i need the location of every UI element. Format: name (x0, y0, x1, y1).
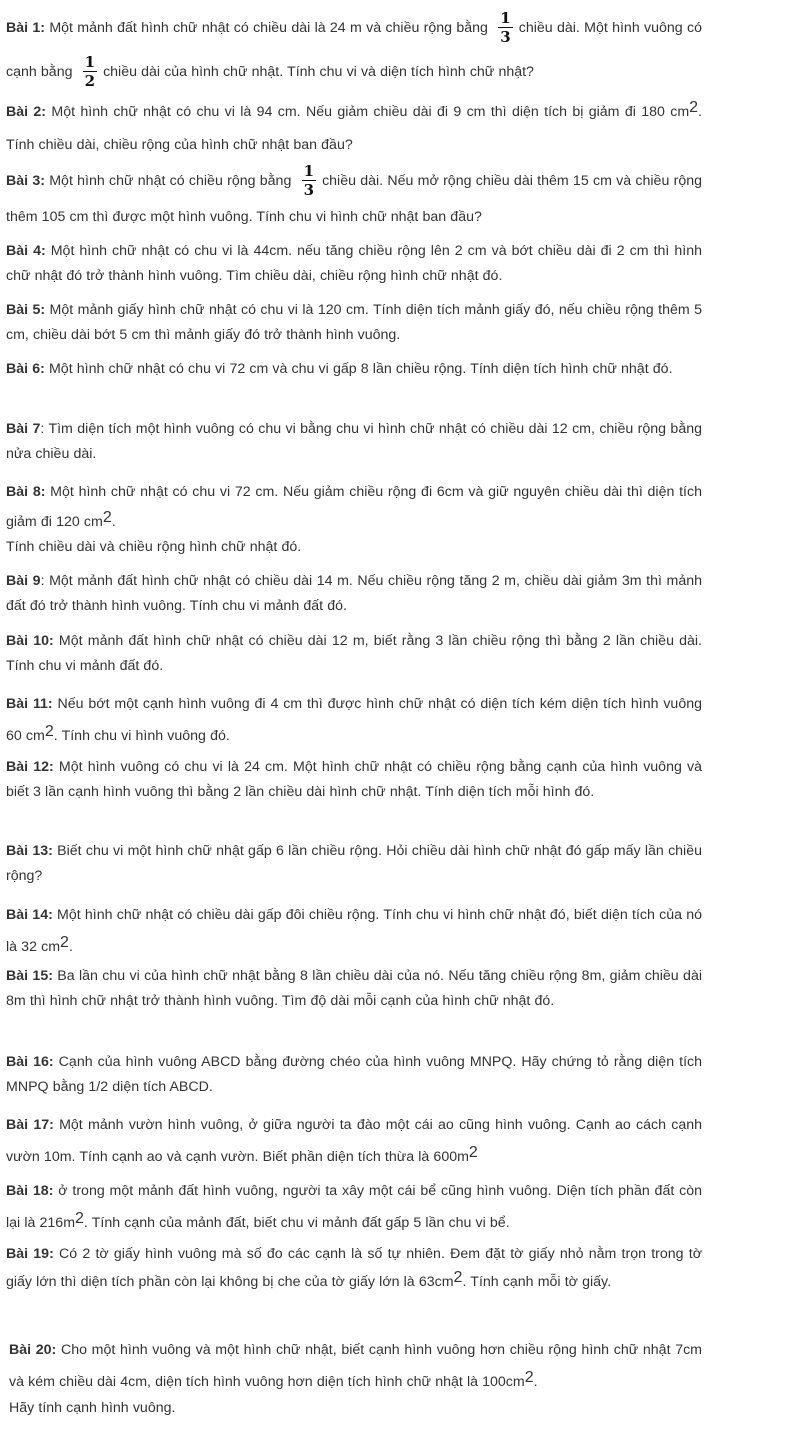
exercise-label: Bài 16: (6, 1054, 54, 1070)
exercise-text: Một hình chữ nhật có chu vi 72 cm. Nếu giảm chiều rộng đi 6cm và giữ nguyên chiều dài thì diện tích giảm đi 120 cm (6, 484, 702, 530)
exercise-label: Bài 1: (6, 20, 46, 36)
exercise-text: Một mảnh đất hình chữ nhật có chiều dài là 24 m và chiều rộng bằng (45, 20, 488, 36)
exercise-continuation: Hãy tính cạnh hình vuông. (9, 1400, 176, 1416)
exercise-text: Một hình chữ nhật có chiều rộng bằng (44, 173, 292, 189)
exercise-label: Bài 10: (6, 633, 54, 649)
fraction-one-third: $\frac{1}{3}$ (303, 162, 315, 200)
exercise-text: chiều dài. Một hình vuông có cạnh bằng (6, 20, 702, 80)
exercise-8 (6, 477, 702, 557)
exercise-text: . Tính chu vi hình vuông đó. (53, 728, 230, 744)
exercise-label: Bài 18: (6, 1183, 54, 1199)
exercise-4 (6, 239, 702, 289)
exercise-16 (6, 1050, 702, 1100)
exercise-7 (6, 417, 702, 467)
exercise-text: Có 2 tờ giấy hình vuông mà số đo các cạnh là số tự nhiên. Đem đặt tờ giấy nhỏ nằm trọn trong tờ giấy lớn thì diện tích phần còn lại không bị che của tờ giấy lớn là 63cm (6, 1246, 702, 1290)
exercise-14 (6, 899, 702, 963)
exercise-label: Bài 17: (6, 1117, 54, 1133)
exercise-17 (6, 1109, 702, 1173)
superscript-2: 2 (453, 1269, 463, 1286)
exercise-text: chiều dài. Nếu mở rộng chiều dài thêm 15 cm và chiều rộng thêm 105 cm thì được một hình vuông. Tính chu vi hình chữ nhật ban đầu? (6, 173, 702, 225)
exercise-10 (6, 629, 702, 679)
exercise-15 (6, 964, 702, 1014)
exercise-text: Nếu bớt một cạnh hình vuông đi 4 cm thì được hình chữ nhật có diện tích kém diện tích hình vuông 60 cm (6, 696, 702, 744)
superscript-2: 2 (524, 1369, 534, 1386)
exercise-text: Một mảnh đất hình chữ nhật có chiều dài 12 m, biết rằng 3 lần chiều rộng thì bằng 2 lần chiều dài. Tính chu vi mảnh đất đó. (6, 633, 703, 674)
exercise-text: . Tính chiều dài, chiều rộng của hình chữ nhật ban đầu? (6, 104, 702, 153)
exercise-5 (6, 298, 702, 348)
fraction-one-third: $\frac{1}{3}$ (500, 9, 511, 47)
exercise-label: Bài 8: (6, 484, 46, 500)
exercise-text: ở trong một mảnh đất hình vuông, người ta xây một cái bể cũng hình vuông. Diện tích phần đất còn lại là 216m (6, 1183, 702, 1231)
exercise-text: chiều dài của hình chữ nhật. Tính chu vi và diện tích hình chữ nhật? (103, 64, 534, 80)
exercise-label: Bài 13: (6, 843, 53, 859)
exercise-18 (6, 1175, 702, 1239)
exercise-label: Bài 12: (6, 759, 54, 775)
superscript-2: 2 (468, 1144, 478, 1161)
exercise-text: Một hình chữ nhật có chu vi là 94 cm. Nếu giảm chiều dài đi 9 cm thì diện tích bị giảm đi 180 cm (46, 104, 690, 120)
exercise-label: Bài 14: (6, 907, 53, 923)
exercise-text: Cho một hình vuông và một hình chữ nhật, biết cạnh hình vuông hơn chiều rộng hình chữ nhật 7cm và kém chiều dài 4cm, diện tích hình vuông hơn diện tích hình chữ nhật là 100cm (9, 1342, 702, 1390)
exercise-text: . (68, 939, 73, 955)
exercise-19 (6, 1240, 702, 1296)
exercise-label: Bài 15: (6, 968, 53, 984)
exercise-text: Ba lần chu vi của hình chữ nhật bằng 8 lần chiều dài của nó. Nếu tăng chiều rộng 8m, giảm chiều dài 8m thì hình chữ nhật trở thành hình vuông. Tìm độ dài mỗi cạnh của hình chữ nhật đó. (6, 968, 702, 1009)
fraction-one-half: $\frac{1}{2}$ (84, 53, 96, 91)
exercise-text: Một hình chữ nhật có chiều dài gấp đôi chiều rộng. Tính chu vi hình chữ nhật đó, biết diện tích của nó là 32 cm (6, 907, 702, 955)
exercise-label: Bài 11: (6, 696, 53, 712)
exercise-text: . (111, 514, 116, 530)
superscript-2: 2 (60, 934, 69, 951)
exercise-13 (6, 839, 702, 889)
exercise-9 (6, 569, 702, 619)
exercise-continuation: Tính chiều dài và chiều rộng hình chữ nhật đó. (6, 539, 302, 555)
exercise-text: Một hình chữ nhật có chu vi là 44cm. nếu tăng chiều rộng lên 2 cm và bớt chiều dài đi 2 cm thì hình chữ nhật đó trở thành hình vuông. Tìm chiều dài, chiều rộng hình chữ nhật đó. (6, 243, 702, 284)
exercise-6 (6, 357, 702, 382)
exercise-text: . (533, 1374, 538, 1390)
exercise-text: . Tính cạnh của mảnh đất, biết chu vi mảnh đất gấp 5 lần chu vi bể. (83, 1215, 510, 1231)
exercise-label: Bài 3: (6, 173, 45, 189)
superscript-2: 2 (44, 723, 54, 740)
exercise-text: Một hình chữ nhật có chu vi 72 cm và chu vi gấp 8 lần chiều rộng. Tính diện tích hình chữ nhật đó. (44, 361, 673, 377)
exercise-label: Bài 20: (9, 1342, 57, 1358)
exercise-text: Một hình vuông có chu vi là 24 cm. Một hình chữ nhật có chiều rộng bằng cạnh của hình vuông và biết 3 lần cạnh hình vuông thì bằng 2 lần chiều dài hình chữ nhật. Tính diện tích mỗi hình đó. (6, 759, 702, 800)
exercise-label: Bài 7 (6, 421, 41, 437)
exercise-12 (6, 755, 702, 805)
exercise-label: Bài 5: (6, 302, 46, 318)
exercise-label: Bài 4: (6, 243, 46, 259)
exercise-text: : Tìm diện tích một hình vuông có chu vi bằng chu vi hình chữ nhật có chiều dài 12 cm, chiều rộng bằng nửa chiều dài. (6, 421, 702, 462)
exercise-1 (6, 6, 702, 94)
exercise-11 (6, 688, 702, 752)
exercise-text: . Tính cạnh mỗi tờ giấy. (462, 1274, 612, 1290)
exercise-2 (6, 96, 702, 162)
exercise-text: Một mảnh vườn hình vuông, ở giữa người ta đào một cái ao cũng hình vuông. Cạnh ao cách cạnh vườn 10m. Tính cạnh ao và cạnh vườn. Biết phần diện tích thừa là 600m (6, 1117, 702, 1165)
exercise-label: Bài 6: (6, 361, 45, 377)
exercise-text: : Một mảnh đất hình chữ nhật có chiều dài 14 m. Nếu chiều rộng tăng 2 m, chiều dài giảm 3m thì mảnh đất đó trở thành hình vuông. Tính chu vi mảnh đất đó. (6, 573, 702, 614)
exercise-label: Bài 9 (6, 573, 41, 589)
exercise-20 (9, 1334, 702, 1418)
exercise-text: Một mảnh giấy hình chữ nhật có chu vi là 120 cm. Tính diện tích mảnh giấy đó, nếu chiều rộng thêm 5 cm, chiều dài bớt 5 cm thì mảnh giấy đó trở thành hình vuông. (6, 302, 702, 343)
exercise-3 (6, 163, 702, 235)
exercise-label: Bài 2: (6, 104, 47, 120)
superscript-2: 2 (689, 99, 699, 116)
superscript-2: 2 (75, 1210, 84, 1227)
exercise-label: Bài 19: (6, 1246, 54, 1262)
superscript-2: 2 (102, 509, 112, 526)
exercise-text: Biết chu vi một hình chữ nhật gấp 6 lần chiều rộng. Hỏi chiều dài hình chữ nhật đó gấp mấy lần chiều rộng? (6, 843, 702, 884)
exercise-text: Cạnh của hình vuông ABCD bằng đường chéo của hình vuông MNPQ. Hãy chứng tỏ rằng diện tích MNPQ bằng 1/2 diện tích ABCD. (6, 1054, 702, 1095)
